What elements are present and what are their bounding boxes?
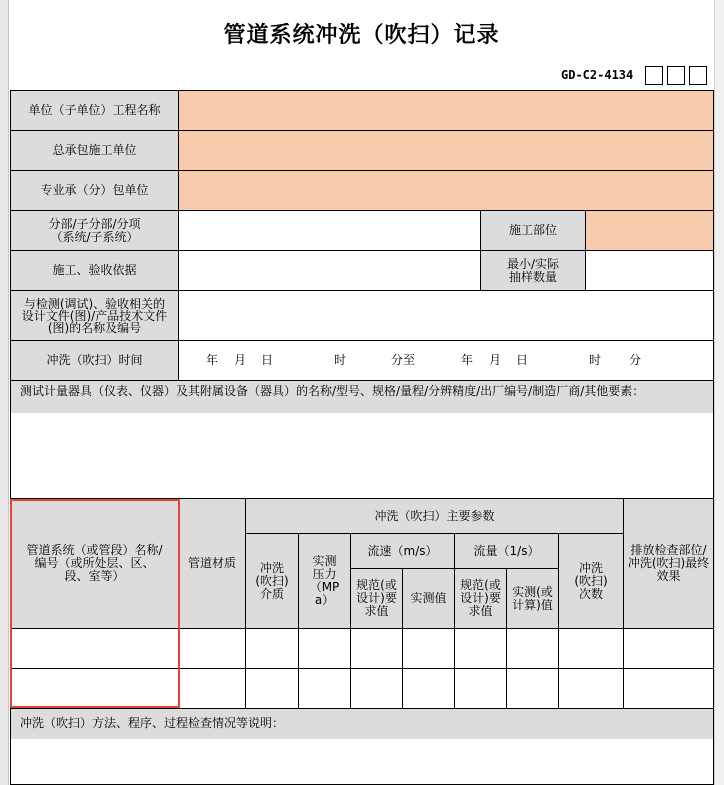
project-name-field[interactable] [179,91,714,131]
instruments-label: 测试计量器具（仪表、仪器）及其附属设备（器具）的名称/型号、规格/量程/分辨精度/出厂编号/制造厂商/其他要素： [11,381,713,413]
start-minute-to-unit: 分至 [391,353,416,367]
velocity-measured-header: 实测值 [403,569,455,629]
material-header: 管道材质 [179,499,246,629]
end-hour-unit: 时 [589,353,602,367]
rate-measured-cell[interactable] [507,669,559,709]
start-year-unit: 年 [206,353,219,367]
document-code: GD-C2-4134 [561,68,634,82]
subcontractor-label: 专业承（分）包单位 [11,171,179,211]
rate-spec-header: 规范(或设计)要求值 [455,569,507,629]
count-cell[interactable] [559,629,624,669]
acceptance-basis-label: 施工、验收依据 [11,251,179,291]
pipe-name-cell[interactable] [11,669,179,709]
end-minute-unit: 分 [629,353,642,367]
start-hour-unit: 时 [334,353,347,367]
general-contractor-field[interactable] [179,131,714,171]
row-header-gutter [0,0,9,785]
code-box-3[interactable] [689,66,707,85]
medium-header: 冲洗(吹扫)介质 [246,534,299,629]
velocity-measured-cell[interactable] [403,669,455,709]
end-month-unit: 月 [489,353,502,367]
count-header: 冲洗(吹扫)次数 [559,534,624,629]
construction-location-label: 施工部位 [481,211,586,251]
material-cell[interactable] [179,669,246,709]
material-cell[interactable] [179,629,246,669]
table-row [11,669,714,709]
end-year-unit: 年 [461,353,474,367]
pressure-cell[interactable] [299,669,351,709]
velocity-measured-cell[interactable] [403,629,455,669]
remarks-section[interactable] [11,709,714,785]
main-params-header: 冲洗（吹扫）主要参数 [246,499,624,534]
project-name-label: 单位（子单位）工程名称 [11,91,179,131]
rate-measured-cell[interactable] [507,629,559,669]
flush-time-label: 冲洗（吹扫）时间 [11,341,179,381]
code-box-1[interactable] [645,66,663,85]
pipe-name-cell[interactable] [11,629,179,669]
design-documents-label: 与检测(调试)、验收相关的设计文件(图)/产品技术文件(图)的名称及编号 [11,291,179,341]
flow-velocity-header: 流速（m/s） [351,534,455,569]
rate-measured-header: 实测(或计算)值 [507,569,559,629]
instruments-section[interactable] [11,381,714,499]
start-month-unit: 月 [234,353,247,367]
medium-cell[interactable] [246,669,299,709]
medium-cell[interactable] [246,629,299,669]
flow-rate-header: 流量（1/s） [455,534,559,569]
remarks-label: 冲洗（吹扫）方法、程序、过程检查情况等说明： [11,709,713,739]
subdivision-field[interactable] [179,211,481,251]
result-header: 排放检查部位/冲洗(吹扫)最终效果 [624,499,714,629]
end-day-unit: 日 [516,353,529,367]
code-box-2[interactable] [667,66,685,85]
velocity-spec-header: 规范(或设计)要求值 [351,569,403,629]
record-form-table [10,90,714,785]
rate-spec-cell[interactable] [455,669,507,709]
design-documents-field[interactable] [179,291,714,341]
subdivision-label: 分部/子分部/分项（系统/子系统） [11,211,179,251]
flush-time-field[interactable] [179,341,714,381]
result-cell[interactable] [624,669,714,709]
table-row [11,629,714,669]
count-cell[interactable] [559,669,624,709]
pressure-header: 实测压力（MPa） [299,534,351,629]
sample-quantity-label: 最小/实际抽样数量 [481,251,586,291]
document-title: 管道系统冲洗（吹扫）记录 [223,23,500,48]
construction-location-field[interactable] [586,211,714,251]
general-contractor-label: 总承包施工单位 [11,131,179,171]
velocity-spec-cell[interactable] [351,669,403,709]
start-day-unit: 日 [261,353,274,367]
sheet-right-margin [714,0,724,785]
result-cell[interactable] [624,629,714,669]
pipe-name-header: 管道系统（或管段）名称/编号（或所处层、区、段、室等） [11,499,179,629]
rate-spec-cell[interactable] [455,629,507,669]
subcontractor-field[interactable] [179,171,714,211]
pressure-cell[interactable] [299,629,351,669]
acceptance-basis-field[interactable] [179,251,481,291]
sample-quantity-field[interactable] [586,251,714,291]
velocity-spec-cell[interactable] [351,629,403,669]
